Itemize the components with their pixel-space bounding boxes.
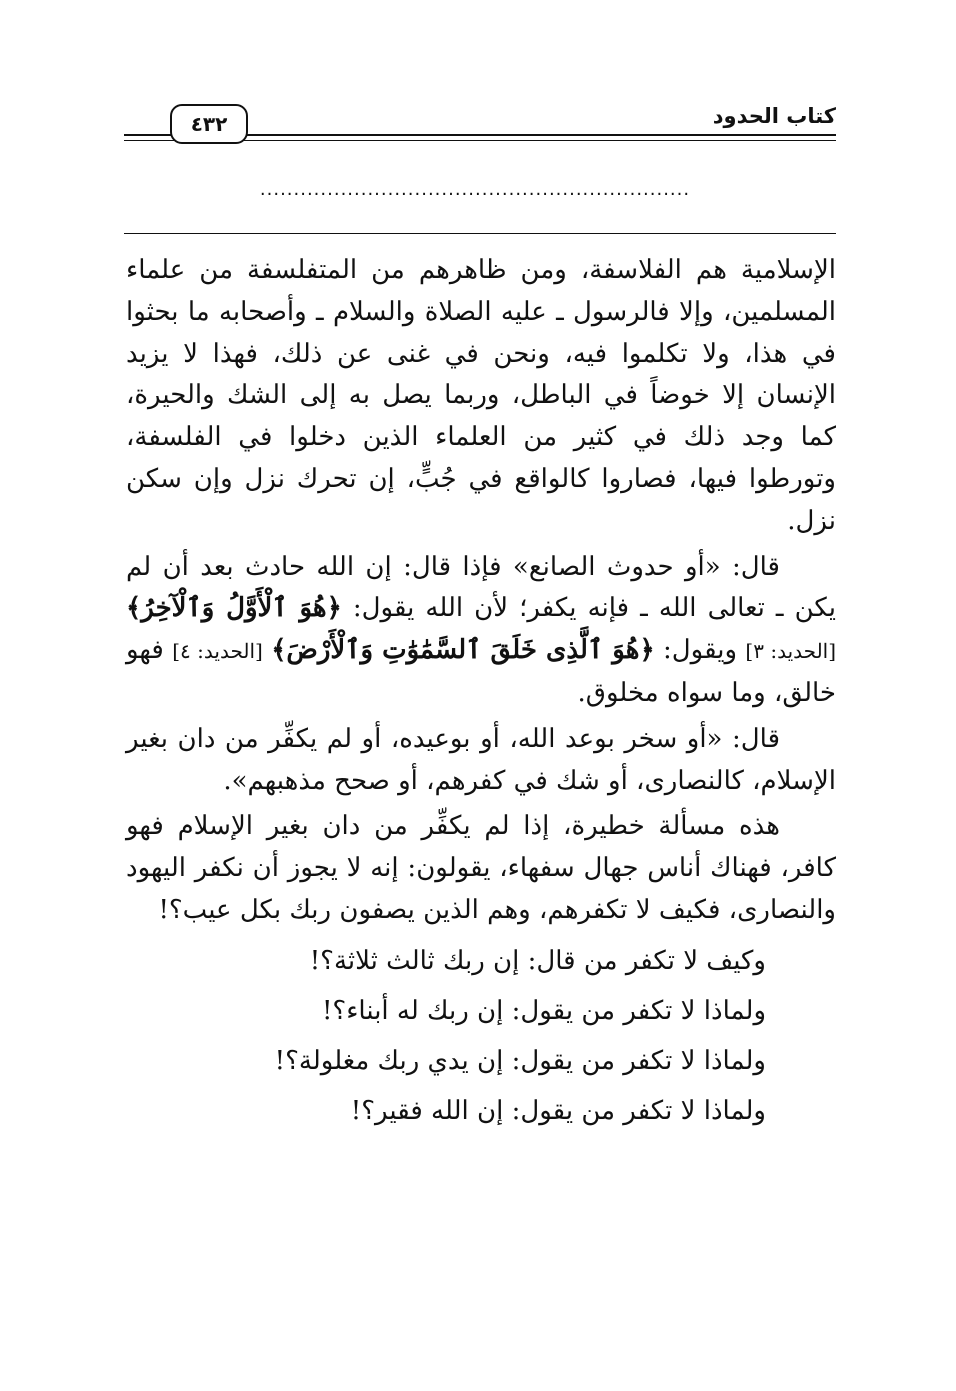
quran-verse: ﴿هُوَ ٱلْأَوَّلُ وَٱلْآخِرُ﴾ <box>126 593 342 624</box>
question-line: ولماذا لا تكفر من يقول: إن ربك له أبناء؟! <box>321 995 766 1026</box>
paragraph-text: فهو خالق، وما سواه مخلوق. <box>126 635 836 708</box>
verse-reference: [الحديد: ٤] <box>172 639 263 664</box>
quran-verse: ﴿هُوَ ٱلَّذِى خَلَقَ ٱلسَّمَٰوَٰتِ وَٱلْأَرْضَ﴾ <box>271 635 655 666</box>
question-list <box>126 936 836 1136</box>
paragraph-grave-issue: هذه مسألة خطيرة، إذا لم يكفِّر من دان بغير الإسلام فهو كافر، فهناك أناس جهال سفهاء، يقولون: إنه لا يجوز أن نكفر اليهود والنصارى، فكيف لا تكفرهم، وهم الذين يصفون ربك بكل عيب؟! <box>126 811 836 925</box>
paragraph-text: قال: «أو حدوث الصانع» فإذا قال: إن الله حادث بعد أن لم يكن ـ تعالى الله ـ فإنه يكفر؛ لأن الله يقول: <box>126 551 836 624</box>
question-line: وكيف لا تكفر من قال: إن ربك ثالث ثلاثة؟! <box>309 945 766 976</box>
dotted-separator: ................................................................ <box>259 180 691 200</box>
paragraph-creator-origination <box>126 547 836 715</box>
question-line: ولماذا لا تكفر من يقول: إن يدي ربك مغلولة؟! <box>274 1045 766 1076</box>
verse-reference: [الحديد: ٣] <box>745 639 837 664</box>
page-body <box>126 250 836 1136</box>
question-line: ولماذا لا تكفر من يقول: إن الله فقير؟! <box>350 1095 766 1126</box>
paragraph-continued: الإسلامية هم الفلاسفة، ومن ظاهرهم من المتفلسفة من علماء المسلمين، وإلا فالرسول ـ عليه الصلاة والسلام ـ وأصحابه ما بحثوا في هذا، ولا تكلموا فيه، ونحن في غنى عن ذلك، فهذا لا يزيد الإنسان إلا خوضاً في الباطل، وربما يصل به إلى الشك والحيرة، كما وجد ذلك في كثير من العلماء الذين دخلوا في الفلسفة، وتورطوا فيها، فصاروا كالواقع في جُبٍّ، إن تحرك نزل وإن سكن نزل. <box>126 255 836 536</box>
running-header <box>124 100 836 148</box>
page-number: ٤٣٢ <box>170 104 248 144</box>
paragraph-text: ويقول: <box>654 635 746 666</box>
paragraph-mockery: قال: «أو سخر بوعد الله، أو بوعيده، أو لم يكفِّر من دان بغير الإسلام، كالنصارى، أو شك في كفرهم، أو صحح مذهبهم». <box>126 723 836 796</box>
book-title: كتاب الحدود <box>712 104 836 128</box>
footnote-rule <box>124 233 836 234</box>
